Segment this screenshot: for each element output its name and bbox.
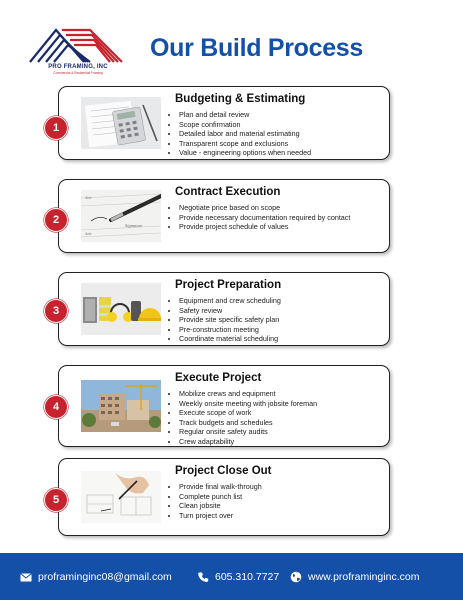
svg-text:date: date bbox=[85, 231, 92, 236]
step-card-execute bbox=[58, 365, 390, 447]
list-item: • Provide final walk-through bbox=[179, 482, 394, 492]
step-title: Execute Project bbox=[175, 372, 262, 384]
list-item: • Provide necessary documentation required by contact bbox=[179, 213, 394, 223]
phone-icon bbox=[198, 572, 209, 583]
list-item: • Complete punch list bbox=[179, 492, 394, 502]
footer-phone[interactable] bbox=[198, 571, 279, 583]
step-number-badge: 4 bbox=[44, 395, 68, 419]
list-item: • Scope confirmation bbox=[179, 120, 394, 130]
step-title: Project Preparation bbox=[175, 279, 282, 291]
step-list bbox=[167, 296, 394, 344]
step-list bbox=[167, 389, 394, 447]
step-number-badge: 2 bbox=[44, 208, 68, 232]
construction-site-photo bbox=[81, 380, 161, 432]
phone-text: 605.310.7727 bbox=[215, 571, 280, 583]
step-card-contract bbox=[58, 179, 390, 253]
email-icon bbox=[20, 573, 32, 582]
step-number-badge: 1 bbox=[44, 116, 68, 140]
pen-signing-contract-photo bbox=[81, 190, 161, 242]
list-item: • Regular onsite safety audits bbox=[179, 427, 394, 437]
list-item: • Provide project schedule of values bbox=[179, 222, 394, 232]
list-item: • Provide site specific safety plan bbox=[179, 315, 394, 325]
list-item: • Transparent scope and exclusions bbox=[179, 139, 394, 149]
list-item: • Coordinate material scheduling bbox=[179, 334, 394, 344]
step-title: Project Close Out bbox=[175, 465, 272, 477]
list-item: • Value - engineering options when needed bbox=[179, 148, 394, 158]
company-logo bbox=[26, 24, 146, 78]
list-item: • Plan and detail review bbox=[179, 110, 394, 120]
step-list bbox=[167, 482, 394, 520]
svg-text:date: date bbox=[85, 195, 92, 200]
step-card-preparation bbox=[58, 272, 390, 346]
list-item: • Pre-construction meeting bbox=[179, 325, 394, 335]
contact-footer bbox=[0, 553, 463, 600]
step-title: Budgeting & Estimating bbox=[175, 93, 306, 105]
footer-website[interactable] bbox=[290, 571, 419, 583]
list-item: • Clean jobsite bbox=[179, 501, 394, 511]
step-list bbox=[167, 110, 394, 158]
list-item: • Weekly onsite meeting with jobsite foreman bbox=[179, 399, 394, 409]
list-item: • Execute scope of work bbox=[179, 408, 394, 418]
list-item: • Crew adaptability bbox=[179, 437, 394, 447]
list-item: • Turn project over bbox=[179, 511, 394, 521]
step-card-closeout bbox=[58, 458, 390, 536]
roof-logo-icon bbox=[26, 24, 146, 66]
list-item: • Detailed labor and material estimating bbox=[179, 129, 394, 139]
logo-company-name: PRO FRAMING, INC bbox=[48, 64, 108, 70]
footer-email[interactable] bbox=[20, 571, 172, 583]
email-text: proframinginc08@gmail.com bbox=[38, 571, 172, 583]
hand-drawing-plans-photo bbox=[81, 471, 161, 523]
list-item: • Negotiate price based on scope bbox=[179, 203, 394, 213]
safety-equipment-photo bbox=[81, 283, 161, 335]
step-number-badge: 3 bbox=[44, 299, 68, 323]
list-item: • Mobilize crews and equipment bbox=[179, 389, 394, 399]
website-text: www.proframinginc.com bbox=[308, 571, 420, 583]
step-number-badge: 5 bbox=[44, 488, 68, 512]
step-title: Contract Execution bbox=[175, 186, 281, 198]
page-title: Our Build Process bbox=[150, 34, 364, 62]
step-list bbox=[167, 203, 394, 232]
globe-icon bbox=[290, 571, 302, 583]
list-item: • Equipment and crew scheduling bbox=[179, 296, 394, 306]
svg-text:Signature: Signature bbox=[125, 223, 143, 228]
step-card-budgeting bbox=[58, 86, 390, 160]
list-item: • Track budgets and schedules bbox=[179, 418, 394, 428]
list-item: • Safety review bbox=[179, 306, 394, 316]
logo-tagline: Commercial & Residential Framing bbox=[53, 71, 103, 75]
calculator-paperwork-photo bbox=[81, 97, 161, 149]
